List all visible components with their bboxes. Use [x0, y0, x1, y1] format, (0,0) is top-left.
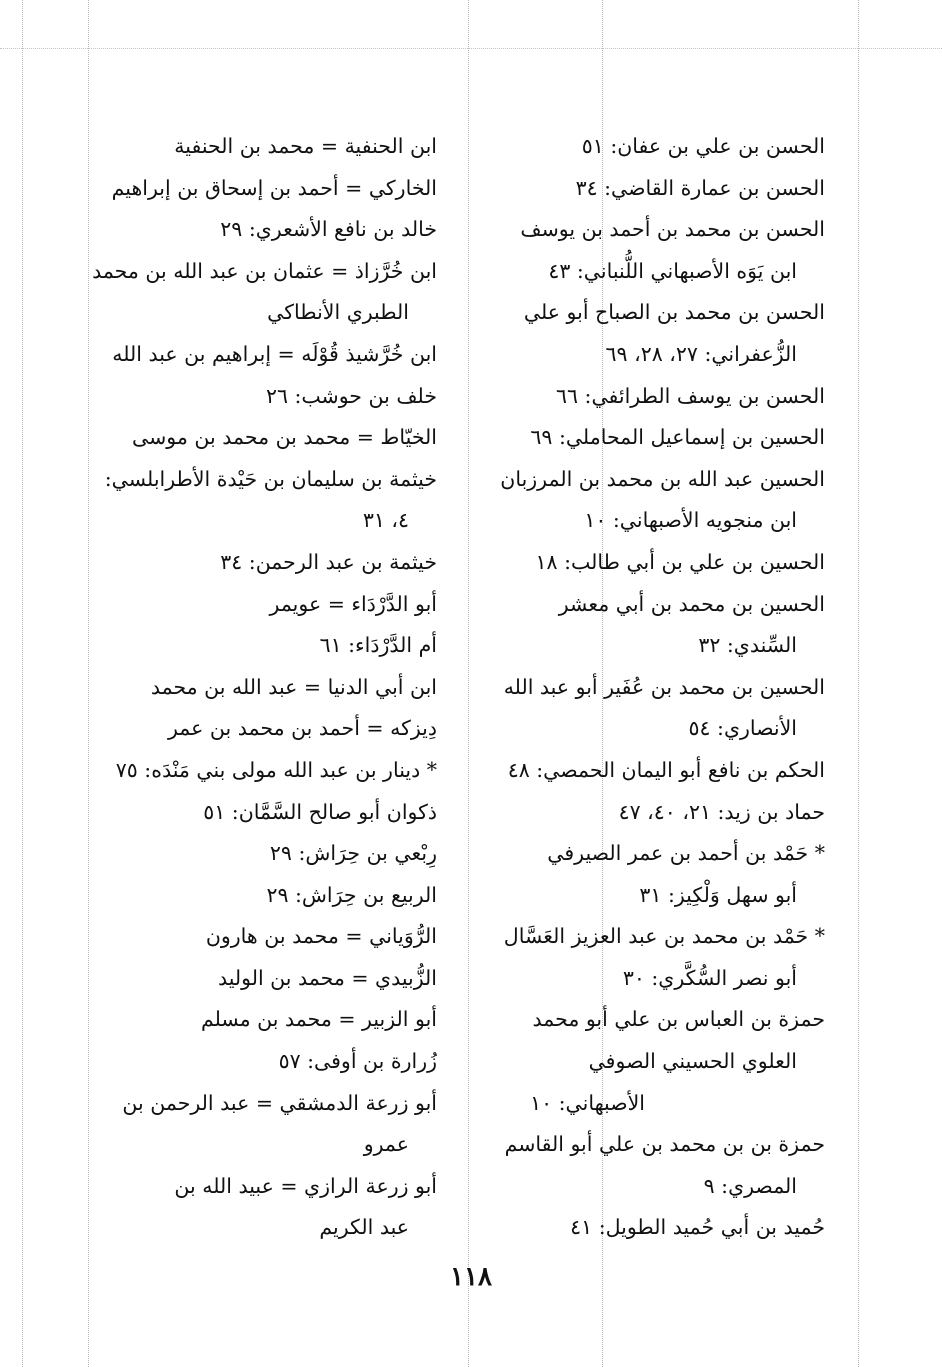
index-entry: [77, 334, 437, 376]
page-number: ١١٨: [450, 1262, 492, 1292]
index-entry-main: الحسين بن علي بن أبي طالب: ١٨: [535, 549, 825, 574]
index-entry: [77, 999, 437, 1041]
index-entry-main: حماد بن زيد: ٢١، ٤٠، ٤٧: [618, 799, 825, 824]
index-entry: [475, 376, 825, 418]
index-entry-main: الحسن بن عمارة القاضي: ٣٤: [575, 175, 825, 200]
index-entry: [475, 999, 825, 1082]
index-entry-continuation: المصري: ٩: [703, 1173, 797, 1198]
index-entry-main: * دينار بن عبد الله مولى بني مَنْدَه: ٧٥: [115, 757, 437, 782]
index-entry-main: أبو الزبير = محمد بن مسلم: [200, 1007, 437, 1032]
index-entry: [475, 168, 825, 210]
index-entry-main: الربيع بن حِرَاش: ٢٩: [266, 882, 437, 907]
index-entry-continuation: أبو سهل وَلْكِيز: ٣١: [639, 882, 797, 907]
index-entry-main: الحكم بن نافع أبو اليمان الحمصي: ٤٨: [507, 757, 825, 782]
index-entry-main: * حَمْد بن محمد بن عبد العزيز العَسَّال: [503, 924, 825, 949]
index-entry-main: الخاركي = أحمد بن إسحاق بن إبراهيم: [111, 175, 437, 200]
index-entry-continuation: العلوي الحسيني الصوفي: [588, 1049, 797, 1074]
scan-guide-line: [858, 0, 859, 1367]
index-entry-main: أبو زرعة الرازي = عبيد الله بن: [174, 1173, 437, 1198]
index-entry: [77, 1083, 437, 1166]
index-entry-main: خيثمة بن سليمان بن حَيْدة الأطرابلسي:: [104, 466, 437, 491]
index-entry: [77, 1166, 437, 1249]
index-entry: [77, 584, 437, 626]
index-entry-continuation: الزُّعفراني: ٢٧، ٢٨، ٦٩: [605, 341, 797, 366]
index-entry: [77, 792, 437, 834]
index-entry: [77, 875, 437, 917]
index-entry-main: دِيزكه = أحمد بن محمد بن عمر: [168, 716, 437, 741]
index-entry: [77, 168, 437, 210]
index-entry: [475, 833, 825, 916]
scan-guide-line: [0, 48, 942, 49]
index-entry-continuation: ٤، ٣١: [362, 508, 409, 533]
index-entry-main: الحسين بن إسماعيل المحاملي: ٦٩: [530, 425, 825, 450]
index-entry-main: الزُّبيدي = محمد بن الوليد: [217, 965, 437, 990]
index-entry: [77, 251, 437, 334]
index-entry: [77, 958, 437, 1000]
index-entry-main: زُرارة بن أوفى: ٥٧: [278, 1049, 437, 1074]
index-entry: [475, 292, 825, 375]
index-entry: [77, 750, 437, 792]
index-entry: [77, 126, 437, 168]
index-entry: [475, 792, 825, 834]
scan-guide-line: [22, 0, 23, 1367]
index-entry-main: الحسن بن محمد بن الصباح أبو علي: [523, 300, 825, 325]
index-entry-main: رِبْعي بن حِرَاش: ٢٩: [269, 841, 437, 866]
index-entry-main: الحسن بن محمد بن أحمد بن يوسف: [520, 217, 825, 242]
index-entry-main: خلف بن حوشب: ٢٦: [265, 383, 437, 408]
index-column-left: [77, 126, 437, 1249]
index-entry-continuation: السِّندي: ٣٢: [698, 633, 797, 658]
index-entry: [77, 1041, 437, 1083]
index-entry-continuation: عبد الكريم: [319, 1215, 409, 1240]
index-entry-continuation: الأنصاري: ٥٤: [688, 716, 797, 741]
index-entry: [475, 1083, 825, 1125]
index-entry: [77, 459, 437, 542]
index-entry-main: ابن أبي الدنيا = عبد الله بن محمد: [150, 674, 437, 699]
index-entry-main: خيثمة بن عبد الرحمن: ٣٤: [220, 549, 437, 574]
index-entry: [77, 708, 437, 750]
index-entry-continuation: أبو نصر السُّكَّري: ٣٠: [622, 965, 797, 990]
index-entry-main: حمزة بن بن محمد بن علي أبو القاسم: [504, 1132, 825, 1157]
index-entry: [77, 417, 437, 459]
index-entry: [77, 833, 437, 875]
index-entry-main: حمزة بن العباس بن علي أبو محمد: [532, 1007, 825, 1032]
index-entry-continuation: الأصبهاني: ١٠: [530, 1090, 645, 1115]
index-entry: [77, 625, 437, 667]
index-entry-main: خالد بن نافع الأشعري: ٢٩: [220, 217, 437, 242]
index-entry: [475, 209, 825, 292]
index-entry-main: ابن خُرَّشيذ قُوْلَه = إبراهيم بن عبد الله: [112, 341, 437, 366]
index-entry: [77, 542, 437, 584]
index-entry-continuation: الطبري الأنطاكي: [267, 300, 409, 325]
index-entry-main: ذكوان أبو صالح السَّمَّان: ٥١: [203, 799, 437, 824]
index-entry: [77, 916, 437, 958]
index-entry-continuation: ابن منجويه الأصبهاني: ١٠: [584, 508, 797, 533]
index-entry-main: ابن الحنفية = محمد بن الحنفية: [174, 134, 437, 158]
index-entry-main: الحسن بن يوسف الطرائفي: ٦٦: [555, 383, 825, 408]
index-entry-main: أبو زرعة الدمشقي = عبد الرحمن بن: [122, 1090, 437, 1115]
index-entry: [475, 1124, 825, 1207]
index-entry-continuation: عمرو: [363, 1132, 409, 1157]
index-entry-main: أبو الدَّرْدَاء = عويمر: [269, 591, 437, 616]
index-entry-main: الخيّاط = محمد بن محمد بن موسى: [132, 425, 437, 450]
index-entry: [77, 209, 437, 251]
index-entry: [475, 750, 825, 792]
index-entry-main: الرُّوَياني = محمد بن هارون: [205, 924, 437, 949]
index-entry-main: * حَمْد بن أحمد بن عمر الصيرفي: [547, 841, 825, 866]
index-entry: [475, 584, 825, 667]
index-entry: [77, 376, 437, 418]
scan-guide-line: [468, 0, 469, 1367]
index-entry: [475, 916, 825, 999]
index-entry: [475, 459, 825, 542]
index-entry: [475, 667, 825, 750]
index-entry-continuation: ابن يَوَه الأصبهاني اللُّنباني: ٤٣: [548, 258, 797, 283]
index-entry-main: ابن خُرَّزاذ = عثمان بن عبد الله بن محمد: [92, 258, 437, 283]
index-entry-main: حُميد بن أبي حُميد الطويل: ٤١: [570, 1215, 825, 1240]
index-entry-main: الحسين عبد الله بن محمد بن المرزبان: [500, 466, 825, 491]
index-entry-main: الحسن بن علي بن عفان: ٥١: [581, 134, 825, 158]
index-entry-main: الحسين بن محمد بن أبي معشر: [558, 591, 825, 616]
index-column-right: [475, 126, 825, 1249]
index-entry-main: الحسين بن محمد بن عُفَير أبو عبد الله: [503, 674, 825, 699]
index-entry: [475, 542, 825, 584]
index-entry: [77, 667, 437, 709]
index-entry: [475, 417, 825, 459]
index-entry: [475, 126, 825, 168]
index-entry-main: أم الدَّرْدَاء: ٦١: [319, 633, 437, 658]
index-entry: [475, 1207, 825, 1249]
